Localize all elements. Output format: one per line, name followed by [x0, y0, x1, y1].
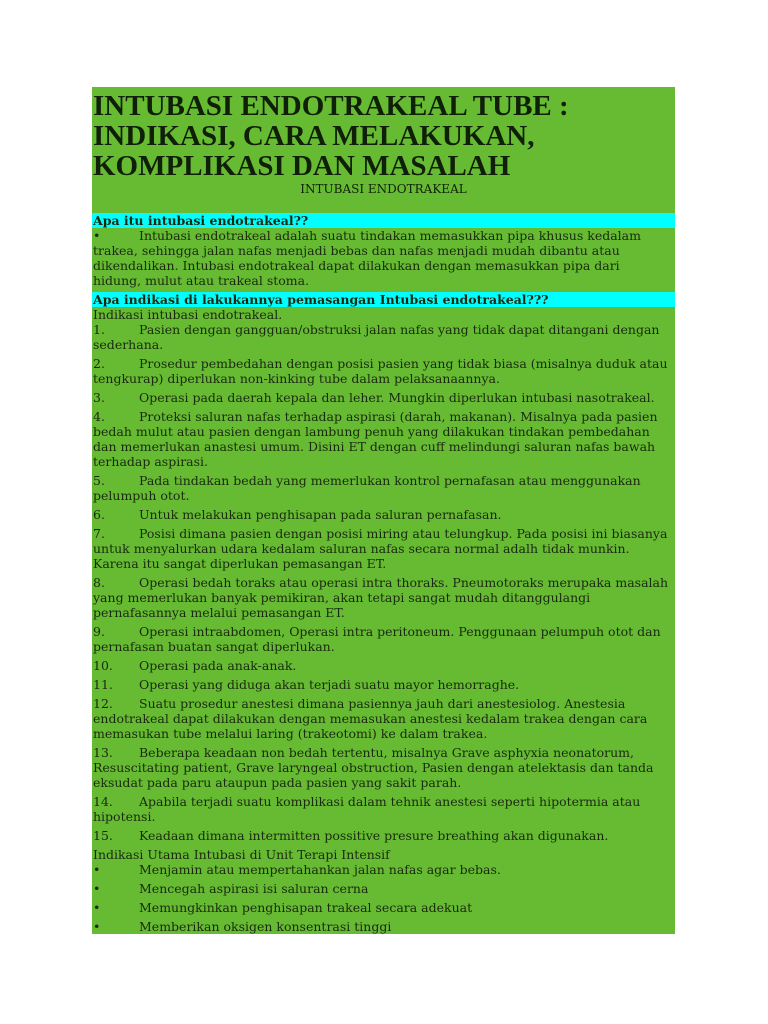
- icu-heading: Indikasi Utama Intubasi di Unit Terapi Intensif: [93, 847, 390, 862]
- bullet-item-text: Mencegah aspirasi isi saluran cerna: [139, 881, 369, 896]
- list-item-text: Operasi pada daerah kepala dan leher. Mungkin diperlukan intubasi nasotrakeal.: [139, 390, 655, 405]
- page-subtitle: INTUBASI ENDOTRAKEAL: [300, 182, 467, 196]
- list-item-number: 10.: [93, 658, 113, 673]
- list-item: [92, 624, 675, 654]
- indikasi-heading: Indikasi intubasi endotrakeal.: [93, 307, 283, 322]
- bullet-item: [92, 881, 675, 896]
- list-item-number: 5.: [93, 473, 105, 488]
- list-item-number: 3.: [93, 390, 105, 405]
- list-item: [92, 575, 675, 620]
- indication-list: [92, 322, 675, 843]
- list-item-text: Operasi intraabdomen, Operasi intra peritoneum. Penggunaan pelumpuh otot dan pernafasan buatan sangat diperlukan.: [93, 624, 661, 654]
- list-item-number: 7.: [93, 526, 105, 541]
- list-item: [92, 677, 675, 692]
- question-heading-1: Apa itu intubasi endotrakeal??: [92, 213, 675, 228]
- list-item-number: 2.: [93, 356, 105, 371]
- bullet-item-text: Menjamin atau mempertahankan jalan nafas agar bebas.: [139, 862, 501, 877]
- list-item-text: Operasi pada anak-anak.: [139, 658, 297, 673]
- list-item-number: 6.: [93, 507, 105, 522]
- list-item-text: Beberapa keadaan non bedah tertentu, misalnya Grave asphyxia neonatorum, Resuscitating patient, Grave laryngeal obstruction, Pasien dengan atelektasis dan tanda eksudat pada paru ataupun pada pasien yang sakit parah.: [93, 745, 654, 790]
- question-heading-2: Apa indikasi di lakukannya pemasangan Intubasi endotrakeal???: [92, 292, 675, 307]
- document-page: [92, 87, 675, 934]
- list-item-text: Pasien dengan gangguan/obstruksi jalan nafas yang tidak dapat ditangani dengan sederhana.: [93, 322, 660, 352]
- page-title: INTUBASI ENDOTRAKEAL TUBE : INDIKASI, CARA MELAKUKAN, KOMPLIKASI DAN MASALAH: [93, 90, 569, 182]
- bullet-mark: •: [93, 862, 101, 877]
- bullet-item-text: Memungkinkan penghisapan trakeal secara adekuat: [139, 900, 473, 915]
- list-item: [92, 409, 675, 469]
- list-item-number: 11.: [93, 677, 113, 692]
- bullet-mark: •: [93, 881, 101, 896]
- bullet-mark: •: [93, 900, 101, 915]
- list-item-text: Suatu prosedur anestesi dimana pasiennya jauh dari anestesiolog. Anestesia endotrakeal dapat dilakukan dengan memasukan anestesi kedalam trakea dengan cara memasukan tube melalui laring (trakeotomi) ke dalam trakea.: [93, 696, 648, 741]
- bullet-item: [92, 862, 675, 877]
- list-item: [92, 526, 675, 571]
- list-item: [92, 507, 675, 522]
- list-item: [92, 322, 675, 352]
- list-item-number: 13.: [93, 745, 113, 760]
- list-item: [92, 473, 675, 503]
- bullet-mark: •: [93, 228, 101, 243]
- icu-indication-list: [92, 862, 675, 934]
- list-item-text: Pada tindakan bedah yang memerlukan kontrol pernafasan atau menggunakan pelumpuh otot.: [93, 473, 641, 503]
- answer-text-1: Intubasi endotrakeal adalah suatu tindakan memasukkan pipa khusus kedalam trakea, sehingga jalan nafas menjadi bebas dan nafas menjadi mudah dibantu atau dikendalikan. Intubasi endotrakeal dapat dilakukan dengan memasukkan pipa dari hidung, mulut atau trakeal stoma.: [93, 228, 641, 288]
- list-item: [92, 658, 675, 673]
- list-item: [92, 745, 675, 790]
- list-item-number: 12.: [93, 696, 113, 711]
- list-item: [92, 390, 675, 405]
- list-item: [92, 828, 675, 843]
- list-item: [92, 356, 675, 386]
- list-item-text: Proteksi saluran nafas terhadap aspirasi (darah, makanan). Misalnya pada pasien bedah mulut atau pasien dengan lambung penuh yang dilakukan tindakan pembedahan dan memerlukan anastesi umum. Disini ET dengan cuff melindungi saluran nafas bawah terhadap aspirasi.: [93, 409, 658, 469]
- list-item-number: 1.: [93, 322, 105, 337]
- answer-paragraph-1: [92, 228, 675, 288]
- list-item-number: 9.: [93, 624, 105, 639]
- bullet-item: [92, 919, 675, 934]
- list-item-text: Keadaan dimana intermitten possitive presure breathing akan digunakan.: [139, 828, 609, 843]
- list-item-number: 4.: [93, 409, 105, 424]
- list-item-text: Apabila terjadi suatu komplikasi dalam tehnik anestesi seperti hipotermia atau hipotensi.: [93, 794, 641, 824]
- bullet-item-text: Memberikan oksigen konsentrasi tinggi: [139, 919, 392, 934]
- list-item-text: Posisi dimana pasien dengan posisi miring atau telungkup. Pada posisi ini biasanya untuk menyalurkan udara kedalam saluran nafas secara normal adalh tidak munkin. Karena itu sangat diperlukan pemasangan ET.: [93, 526, 668, 571]
- bullet-mark: •: [93, 919, 101, 934]
- list-item-number: 8.: [93, 575, 105, 590]
- list-item: [92, 794, 675, 824]
- list-item-text: Prosedur pembedahan dengan posisi pasien yang tidak biasa (misalnya duduk atau tengkurap) diperlukan non-kinking tube dalam pelaksanaannya.: [93, 356, 668, 386]
- list-item-number: 14.: [93, 794, 113, 809]
- list-item: [92, 696, 675, 741]
- bullet-item: [92, 900, 675, 915]
- list-item-text: Operasi bedah toraks atau operasi intra thoraks. Pneumotoraks merupaka masalah yang memerlukan banyak pemikiran, akan tetapi sangat mudah ditanggulangi pernafasannya melalui pemasangan ET.: [93, 575, 669, 620]
- list-item-text: Untuk melakukan penghisapan pada saluran pernafasan.: [139, 507, 502, 522]
- list-item-number: 15.: [93, 828, 113, 843]
- list-item-text: Operasi yang diduga akan terjadi suatu mayor hemorraghe.: [139, 677, 520, 692]
